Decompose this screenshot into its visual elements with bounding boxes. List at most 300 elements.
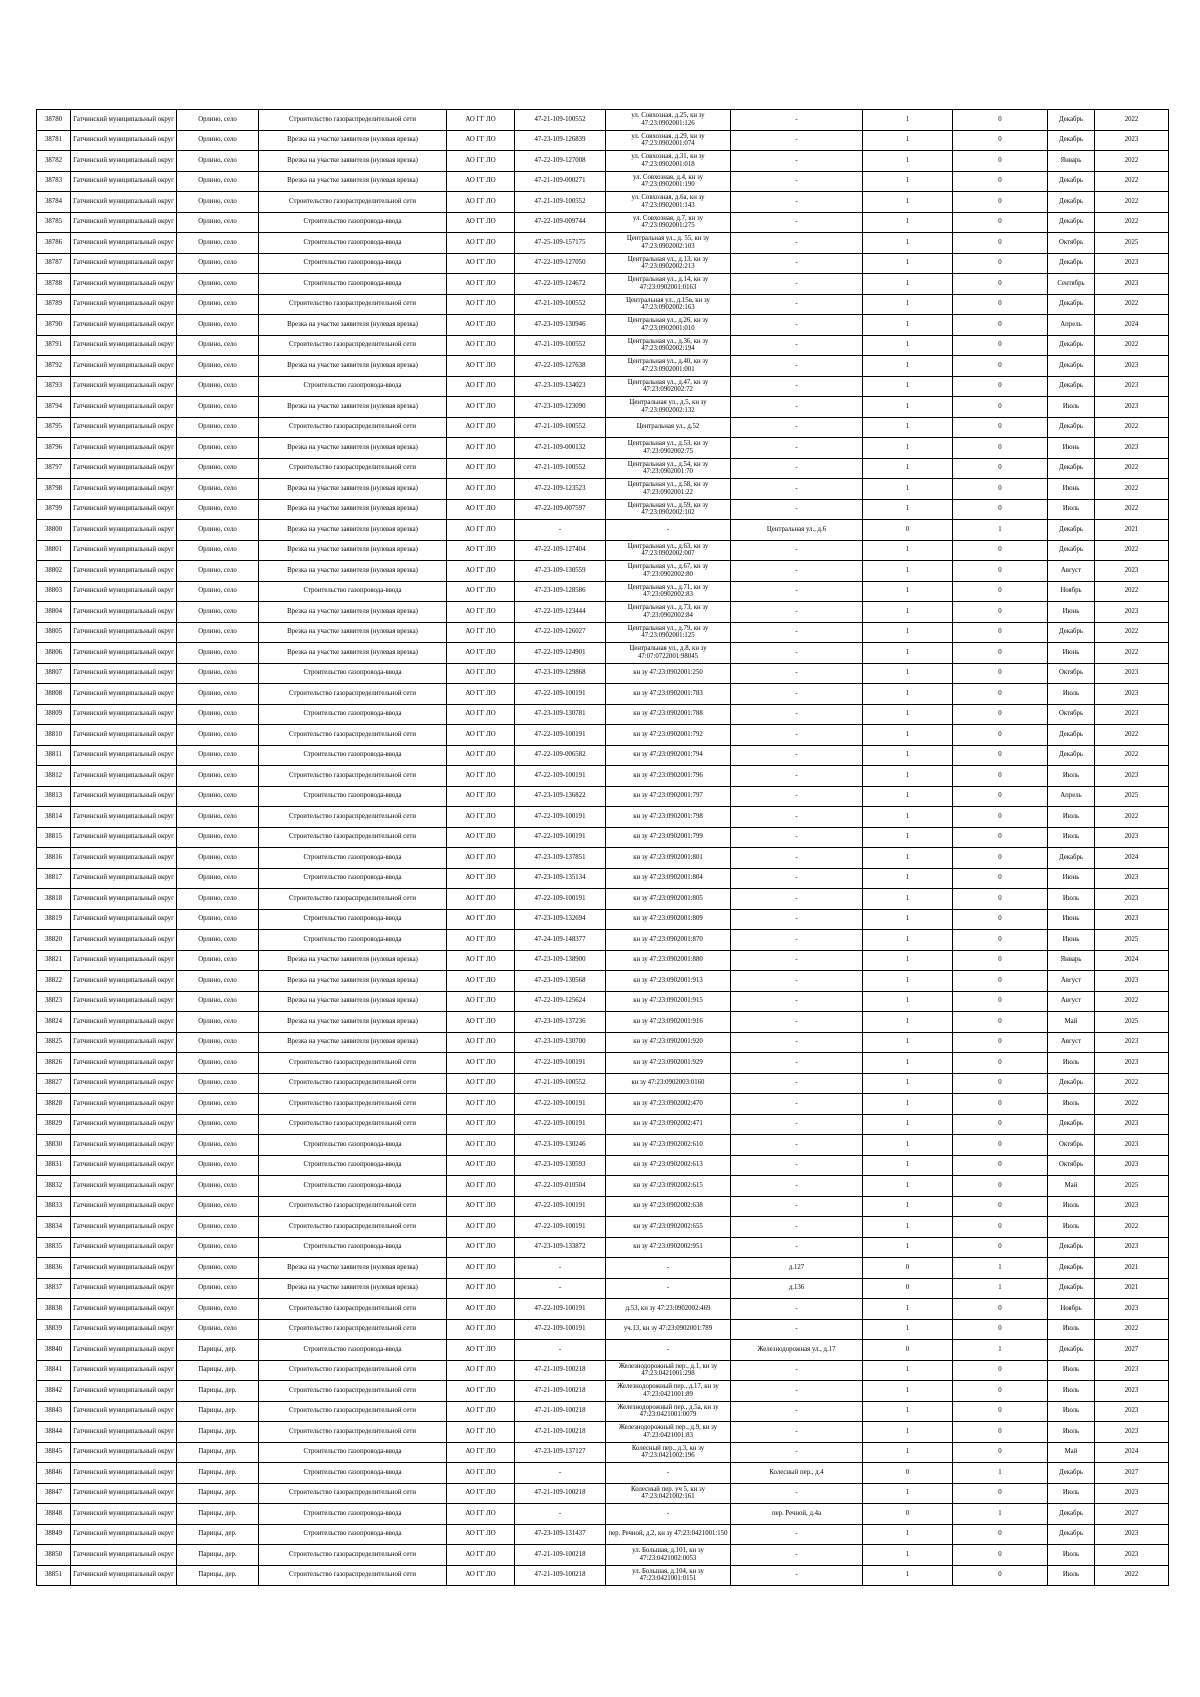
cell-organization: АО ГГ ЛО xyxy=(447,663,515,684)
cell-address: - xyxy=(731,1401,863,1422)
cell-district: Гатчинский муниципальный округ xyxy=(71,130,177,151)
cell-cadastral-address: кн зу 47:23:0902001:870 xyxy=(606,930,731,951)
cell-settlement: Орлино, село xyxy=(177,827,259,848)
cell-count-a: 1 xyxy=(863,397,953,418)
table-row xyxy=(37,520,1169,541)
cell-cadastral-address: Центральная ул., д.14, кн зу 47:23:0902001:0163 xyxy=(606,274,731,295)
cell-row-number: 38787 xyxy=(37,253,71,274)
cell-month: Июль xyxy=(1048,1196,1095,1217)
cell-month: Октябрь xyxy=(1048,704,1095,725)
table-row xyxy=(37,499,1169,520)
cell-district: Гатчинский муниципальный округ xyxy=(71,1565,177,1586)
cell-address: д.136 xyxy=(731,1278,863,1299)
table-row xyxy=(37,848,1169,869)
cell-cadastral-address: - xyxy=(606,520,731,541)
cell-cadastral-address: Центральная ул., д.79, кн зу 47:23:0902001:125 xyxy=(606,622,731,643)
cell-year: 2023 xyxy=(1095,1237,1169,1258)
table-row xyxy=(37,991,1169,1012)
cell-work-type: Строительство газопровода-ввода xyxy=(259,704,447,725)
cell-month: Май xyxy=(1048,1442,1095,1463)
cell-count-b: 0 xyxy=(953,1319,1048,1340)
cell-settlement: Орлино, село xyxy=(177,1196,259,1217)
cell-year: 2022 xyxy=(1095,725,1169,746)
cell-work-type: Строительство газораспределительной сети xyxy=(259,1565,447,1586)
cell-count-a: 0 xyxy=(863,1278,953,1299)
cell-cadastral-address: кн зу 47:23:0902001:783 xyxy=(606,684,731,705)
cell-organization: АО ГГ ЛО xyxy=(447,1237,515,1258)
cell-count-a: 1 xyxy=(863,663,953,684)
cell-organization: АО ГГ ЛО xyxy=(447,1278,515,1299)
cell-district: Гатчинский муниципальный округ xyxy=(71,1463,177,1484)
cell-year: 2022 xyxy=(1095,479,1169,500)
cell-application-number: 47-21-109-100552 xyxy=(515,110,606,131)
cell-year: 2022 xyxy=(1095,458,1169,479)
cell-year: 2023 xyxy=(1095,889,1169,910)
cell-address: - xyxy=(731,151,863,172)
cell-work-type: Строительство газопровода-ввода xyxy=(259,376,447,397)
cell-application-number: 47-22-109-100191 xyxy=(515,1319,606,1340)
cell-count-a: 1 xyxy=(863,1114,953,1135)
table-row xyxy=(37,602,1169,623)
cell-count-b: 0 xyxy=(953,1524,1048,1545)
cell-row-number: 38785 xyxy=(37,212,71,233)
cell-count-a: 1 xyxy=(863,561,953,582)
cell-work-type: Строительство газораспределительной сети xyxy=(259,1299,447,1320)
cell-row-number: 38802 xyxy=(37,561,71,582)
table-row xyxy=(37,1360,1169,1381)
cell-address: - xyxy=(731,848,863,869)
cell-month: Декабрь xyxy=(1048,520,1095,541)
cell-district: Гатчинский муниципальный округ xyxy=(71,294,177,315)
cell-application-number: 47-22-109-127404 xyxy=(515,540,606,561)
cell-cadastral-address: - xyxy=(606,1504,731,1525)
cell-address: - xyxy=(731,1217,863,1238)
cell-settlement: Парицы, дер. xyxy=(177,1483,259,1504)
cell-address: - xyxy=(731,294,863,315)
cell-organization: АО ГГ ЛО xyxy=(447,848,515,869)
cell-district: Гатчинский муниципальный округ xyxy=(71,253,177,274)
cell-count-a: 1 xyxy=(863,110,953,131)
cell-year: 2022 xyxy=(1095,1094,1169,1115)
cell-year: 2023 xyxy=(1095,356,1169,377)
cell-settlement: Орлино, село xyxy=(177,745,259,766)
cell-work-type: Строительство газопровода-ввода xyxy=(259,663,447,684)
cell-year: 2024 xyxy=(1095,1442,1169,1463)
cell-month: Декабрь xyxy=(1048,1114,1095,1135)
cell-application-number: 47-21-109-100218 xyxy=(515,1360,606,1381)
cell-address: - xyxy=(731,725,863,746)
cell-row-number: 38833 xyxy=(37,1196,71,1217)
cell-application-number: 47-22-109-124672 xyxy=(515,274,606,295)
cell-application-number: 47-21-109-100218 xyxy=(515,1381,606,1402)
cell-address: - xyxy=(731,930,863,951)
cell-district: Гатчинский муниципальный округ xyxy=(71,356,177,377)
cell-row-number: 38818 xyxy=(37,889,71,910)
cell-work-type: Врезка на участке заявителя (нулевая врезка) xyxy=(259,397,447,418)
cell-count-a: 1 xyxy=(863,909,953,930)
cell-address: - xyxy=(731,315,863,336)
cell-settlement: Орлино, село xyxy=(177,602,259,623)
cell-month: Июль xyxy=(1048,827,1095,848)
cell-application-number: - xyxy=(515,1340,606,1361)
cell-year: 2021 xyxy=(1095,1258,1169,1279)
cell-work-type: Врезка на участке заявителя (нулевая врезка) xyxy=(259,1258,447,1279)
cell-month: Декабрь xyxy=(1048,458,1095,479)
cell-district: Гатчинский муниципальный округ xyxy=(71,233,177,254)
cell-year: 2022 xyxy=(1095,807,1169,828)
table-row xyxy=(37,212,1169,233)
cell-application-number: 47-25-109-157175 xyxy=(515,233,606,254)
cell-month: Июль xyxy=(1048,499,1095,520)
cell-count-a: 1 xyxy=(863,786,953,807)
cell-address: Колесный пер., д.4 xyxy=(731,1463,863,1484)
cell-work-type: Строительство газопровода-ввода xyxy=(259,1463,447,1484)
cell-row-number: 38822 xyxy=(37,971,71,992)
cell-year: 2022 xyxy=(1095,499,1169,520)
cell-district: Гатчинский муниципальный округ xyxy=(71,1114,177,1135)
cell-row-number: 38786 xyxy=(37,233,71,254)
cell-application-number: 47-23-109-134023 xyxy=(515,376,606,397)
cell-district: Гатчинский муниципальный округ xyxy=(71,827,177,848)
cell-row-number: 38815 xyxy=(37,827,71,848)
cell-month: Июль xyxy=(1048,397,1095,418)
cell-count-a: 1 xyxy=(863,827,953,848)
cell-settlement: Орлино, село xyxy=(177,151,259,172)
cell-year: 2022 xyxy=(1095,581,1169,602)
cell-month: Декабрь xyxy=(1048,1524,1095,1545)
table-row xyxy=(37,1114,1169,1135)
cell-district: Гатчинский муниципальный округ xyxy=(71,725,177,746)
cell-row-number: 38848 xyxy=(37,1504,71,1525)
cell-work-type: Строительство газопровода-ввода xyxy=(259,253,447,274)
cell-row-number: 38832 xyxy=(37,1176,71,1197)
cell-row-number: 38805 xyxy=(37,622,71,643)
cell-address: - xyxy=(731,766,863,787)
cell-work-type: Врезка на участке заявителя (нулевая врезка) xyxy=(259,520,447,541)
cell-year: 2025 xyxy=(1095,1012,1169,1033)
cell-row-number: 38792 xyxy=(37,356,71,377)
cell-district: Гатчинский муниципальный округ xyxy=(71,458,177,479)
cell-application-number: 47-21-109-100552 xyxy=(515,335,606,356)
cell-settlement: Орлино, село xyxy=(177,1053,259,1074)
table-row xyxy=(37,376,1169,397)
cell-year: 2024 xyxy=(1095,950,1169,971)
cell-application-number: 47-23-109-135134 xyxy=(515,868,606,889)
cell-organization: АО ГГ ЛО xyxy=(447,110,515,131)
table-row xyxy=(37,1176,1169,1197)
cell-district: Гатчинский муниципальный округ xyxy=(71,766,177,787)
cell-district: Гатчинский муниципальный округ xyxy=(71,602,177,623)
cell-count-a: 1 xyxy=(863,171,953,192)
cell-organization: АО ГГ ЛО xyxy=(447,376,515,397)
cell-district: Гатчинский муниципальный округ xyxy=(71,581,177,602)
cell-row-number: 38820 xyxy=(37,930,71,951)
cell-month: Июль xyxy=(1048,1401,1095,1422)
cell-settlement: Орлино, село xyxy=(177,458,259,479)
cell-address: - xyxy=(731,1237,863,1258)
cell-count-b: 0 xyxy=(953,868,1048,889)
cell-organization: АО ГГ ЛО xyxy=(447,151,515,172)
cell-district: Гатчинский муниципальный округ xyxy=(71,397,177,418)
cell-application-number: - xyxy=(515,1463,606,1484)
cell-address: - xyxy=(731,1012,863,1033)
cell-row-number: 38808 xyxy=(37,684,71,705)
cell-count-b: 0 xyxy=(953,417,1048,438)
cell-settlement: Орлино, село xyxy=(177,704,259,725)
cell-district: Гатчинский муниципальный округ xyxy=(71,438,177,459)
cell-year: 2023 xyxy=(1095,253,1169,274)
cell-count-a: 1 xyxy=(863,1483,953,1504)
cell-settlement: Парицы, дер. xyxy=(177,1422,259,1443)
cell-work-type: Строительство газопровода-ввода xyxy=(259,848,447,869)
cell-cadastral-address: кн зу 47:23:0902002:471 xyxy=(606,1114,731,1135)
cell-month: Декабрь xyxy=(1048,253,1095,274)
cell-month: Июль xyxy=(1048,1360,1095,1381)
cell-row-number: 38839 xyxy=(37,1319,71,1340)
cell-month: Декабрь xyxy=(1048,110,1095,131)
cell-cadastral-address: кн зу 47:23:0902001:915 xyxy=(606,991,731,1012)
cell-organization: АО ГГ ЛО xyxy=(447,458,515,479)
cell-count-a: 1 xyxy=(863,376,953,397)
cell-address: - xyxy=(731,807,863,828)
cell-settlement: Орлино, село xyxy=(177,315,259,336)
cell-row-number: 38830 xyxy=(37,1135,71,1156)
cell-address: д.127 xyxy=(731,1258,863,1279)
cell-cadastral-address: кн зу 47:23:0902001:801 xyxy=(606,848,731,869)
cell-work-type: Врезка на участке заявителя (нулевая врезка) xyxy=(259,479,447,500)
cell-organization: АО ГГ ЛО xyxy=(447,1401,515,1422)
cell-count-a: 1 xyxy=(863,1217,953,1238)
cell-cadastral-address: Центральная ул., д.47, кн зу 47:23:0902002:72 xyxy=(606,376,731,397)
cell-count-a: 1 xyxy=(863,643,953,664)
cell-address: - xyxy=(731,479,863,500)
cell-address: Центральная ул., д.6 xyxy=(731,520,863,541)
cell-application-number: 47-22-109-123444 xyxy=(515,602,606,623)
cell-district: Гатчинский муниципальный округ xyxy=(71,171,177,192)
cell-month: Апрель xyxy=(1048,315,1095,336)
cell-district: Гатчинский муниципальный округ xyxy=(71,540,177,561)
cell-month: Ноябрь xyxy=(1048,581,1095,602)
cell-count-a: 1 xyxy=(863,1360,953,1381)
table-row xyxy=(37,1524,1169,1545)
cell-count-a: 1 xyxy=(863,889,953,910)
cell-cadastral-address: кн зу 47:23:0902002:951 xyxy=(606,1237,731,1258)
cell-year: 2025 xyxy=(1095,233,1169,254)
cell-application-number: 47-23-109-131437 xyxy=(515,1524,606,1545)
cell-count-b: 0 xyxy=(953,602,1048,623)
cell-count-a: 1 xyxy=(863,930,953,951)
cell-count-a: 1 xyxy=(863,253,953,274)
cell-month: Октябрь xyxy=(1048,1155,1095,1176)
cell-row-number: 38843 xyxy=(37,1401,71,1422)
cell-count-b: 0 xyxy=(953,192,1048,213)
cell-count-b: 0 xyxy=(953,1073,1048,1094)
cell-work-type: Строительство газораспределительной сети xyxy=(259,294,447,315)
cell-year: 2024 xyxy=(1095,315,1169,336)
table-row xyxy=(37,1340,1169,1361)
cell-cadastral-address: ул. Совхозная, д.29, кн зу 47:23:0902001:074 xyxy=(606,130,731,151)
cell-month: Декабрь xyxy=(1048,212,1095,233)
cell-district: Гатчинский муниципальный округ xyxy=(71,1401,177,1422)
cell-organization: АО ГГ ЛО xyxy=(447,438,515,459)
cell-month: Декабрь xyxy=(1048,1504,1095,1525)
cell-count-b: 0 xyxy=(953,1135,1048,1156)
cell-cadastral-address: ул. Совхозная, д.7, кн зу 47:23:0902001:275 xyxy=(606,212,731,233)
cell-count-b: 0 xyxy=(953,1032,1048,1053)
table-row xyxy=(37,1073,1169,1094)
cell-application-number: 47-22-109-127050 xyxy=(515,253,606,274)
cell-district: Гатчинский муниципальный округ xyxy=(71,643,177,664)
cell-address: - xyxy=(731,192,863,213)
cell-organization: АО ГГ ЛО xyxy=(447,315,515,336)
cell-row-number: 38812 xyxy=(37,766,71,787)
cell-year: 2025 xyxy=(1095,930,1169,951)
cell-district: Гатчинский муниципальный округ xyxy=(71,971,177,992)
cell-count-a: 1 xyxy=(863,1401,953,1422)
cell-month: Октябрь xyxy=(1048,663,1095,684)
cell-settlement: Орлино, село xyxy=(177,786,259,807)
table-body xyxy=(37,110,1169,1586)
cell-month: Декабрь xyxy=(1048,1237,1095,1258)
cell-work-type: Строительство газораспределительной сети xyxy=(259,807,447,828)
cell-year: 2021 xyxy=(1095,520,1169,541)
cell-count-a: 1 xyxy=(863,499,953,520)
cell-month: Июнь xyxy=(1048,930,1095,951)
cell-count-b: 0 xyxy=(953,725,1048,746)
cell-address: - xyxy=(731,581,863,602)
cell-row-number: 38804 xyxy=(37,602,71,623)
cell-count-b: 0 xyxy=(953,1094,1048,1115)
cell-year: 2023 xyxy=(1095,868,1169,889)
cell-count-b: 0 xyxy=(953,581,1048,602)
cell-address: - xyxy=(731,643,863,664)
table-row xyxy=(37,622,1169,643)
cell-count-a: 1 xyxy=(863,417,953,438)
cell-cadastral-address: ул. Большая, д.101, кн зу 47:23:0421002:0053 xyxy=(606,1545,731,1566)
cell-settlement: Орлино, село xyxy=(177,376,259,397)
cell-application-number: 47-23-109-137127 xyxy=(515,1442,606,1463)
cell-address: - xyxy=(731,889,863,910)
cell-settlement: Орлино, село xyxy=(177,110,259,131)
cell-count-a: 1 xyxy=(863,766,953,787)
table-row xyxy=(37,1135,1169,1156)
cell-district: Гатчинский муниципальный округ xyxy=(71,274,177,295)
cell-cadastral-address: кн зу 47:23:0902001:880 xyxy=(606,950,731,971)
cell-address: - xyxy=(731,397,863,418)
cell-month: Декабрь xyxy=(1048,294,1095,315)
cell-year: 2022 xyxy=(1095,417,1169,438)
cell-settlement: Орлино, село xyxy=(177,417,259,438)
cell-address: - xyxy=(731,1524,863,1545)
cell-work-type: Строительство газопровода-ввода xyxy=(259,1237,447,1258)
cell-count-a: 1 xyxy=(863,294,953,315)
cell-count-a: 0 xyxy=(863,1340,953,1361)
cell-organization: АО ГГ ЛО xyxy=(447,130,515,151)
cell-work-type: Врезка на участке заявителя (нулевая врезка) xyxy=(259,499,447,520)
cell-year: 2023 xyxy=(1095,1114,1169,1135)
cell-count-b: 1 xyxy=(953,1258,1048,1279)
cell-address: - xyxy=(731,540,863,561)
cell-year: 2025 xyxy=(1095,1176,1169,1197)
cell-organization: АО ГГ ЛО xyxy=(447,1545,515,1566)
cell-month: Июнь xyxy=(1048,438,1095,459)
cell-month: Январь xyxy=(1048,151,1095,172)
cell-work-type: Строительство газопровода-ввода xyxy=(259,1176,447,1197)
cell-cadastral-address: кн зу 47:23:0902001:799 xyxy=(606,827,731,848)
cell-cadastral-address: ул. Совхозная, д.4, кн зу 47:23:0902001:190 xyxy=(606,171,731,192)
cell-settlement: Орлино, село xyxy=(177,950,259,971)
cell-settlement: Орлино, село xyxy=(177,1217,259,1238)
cell-district: Гатчинский муниципальный округ xyxy=(71,335,177,356)
table-row xyxy=(37,110,1169,131)
cell-count-a: 1 xyxy=(863,130,953,151)
cell-year: 2022 xyxy=(1095,110,1169,131)
cell-row-number: 38831 xyxy=(37,1155,71,1176)
cell-organization: АО ГГ ЛО xyxy=(447,950,515,971)
cell-row-number: 38826 xyxy=(37,1053,71,1074)
cell-year: 2023 xyxy=(1095,1422,1169,1443)
cell-application-number: 47-22-109-100191 xyxy=(515,1094,606,1115)
table-row xyxy=(37,151,1169,172)
cell-district: Гатчинский муниципальный округ xyxy=(71,1299,177,1320)
cell-count-b: 0 xyxy=(953,1483,1048,1504)
table-row xyxy=(37,807,1169,828)
cell-month: Декабрь xyxy=(1048,171,1095,192)
cell-address: - xyxy=(731,971,863,992)
cell-count-a: 1 xyxy=(863,212,953,233)
cell-count-b: 0 xyxy=(953,848,1048,869)
cell-count-a: 1 xyxy=(863,315,953,336)
cell-address: - xyxy=(731,438,863,459)
cell-row-number: 38807 xyxy=(37,663,71,684)
cell-count-b: 0 xyxy=(953,786,1048,807)
cell-row-number: 38790 xyxy=(37,315,71,336)
cell-year: 2023 xyxy=(1095,1360,1169,1381)
cell-year: 2027 xyxy=(1095,1340,1169,1361)
cell-count-b: 0 xyxy=(953,110,1048,131)
table-row xyxy=(37,540,1169,561)
cell-year: 2023 xyxy=(1095,438,1169,459)
cell-row-number: 38835 xyxy=(37,1237,71,1258)
cell-organization: АО ГГ ЛО xyxy=(447,684,515,705)
cell-row-number: 38850 xyxy=(37,1545,71,1566)
cell-settlement: Орлино, село xyxy=(177,971,259,992)
cell-address: - xyxy=(731,212,863,233)
cell-work-type: Строительство газопровода-ввода xyxy=(259,1504,447,1525)
cell-settlement: Орлино, село xyxy=(177,233,259,254)
cell-application-number: 47-23-109-130700 xyxy=(515,1032,606,1053)
cell-work-type: Строительство газораспределительной сети xyxy=(259,192,447,213)
cell-settlement: Парицы, дер. xyxy=(177,1360,259,1381)
cell-work-type: Строительство газораспределительной сети xyxy=(259,1319,447,1340)
cell-row-number: 38803 xyxy=(37,581,71,602)
table-row xyxy=(37,561,1169,582)
cell-organization: АО ГГ ЛО xyxy=(447,868,515,889)
cell-application-number: 47-23-109-123090 xyxy=(515,397,606,418)
cell-organization: АО ГГ ЛО xyxy=(447,1381,515,1402)
cell-organization: АО ГГ ЛО xyxy=(447,1442,515,1463)
cell-month: Декабрь xyxy=(1048,1073,1095,1094)
cell-address: - xyxy=(731,1381,863,1402)
cell-district: Гатчинский муниципальный округ xyxy=(71,745,177,766)
cell-cadastral-address: кн зу 47:23:0902001:792 xyxy=(606,725,731,746)
cell-settlement: Орлино, село xyxy=(177,930,259,951)
cell-cadastral-address: кн зу 47:23:0902001:913 xyxy=(606,971,731,992)
cell-work-type: Строительство газораспределительной сети xyxy=(259,1381,447,1402)
cell-count-b: 0 xyxy=(953,1299,1048,1320)
cell-year: 2023 xyxy=(1095,1483,1169,1504)
cell-year: 2023 xyxy=(1095,1155,1169,1176)
